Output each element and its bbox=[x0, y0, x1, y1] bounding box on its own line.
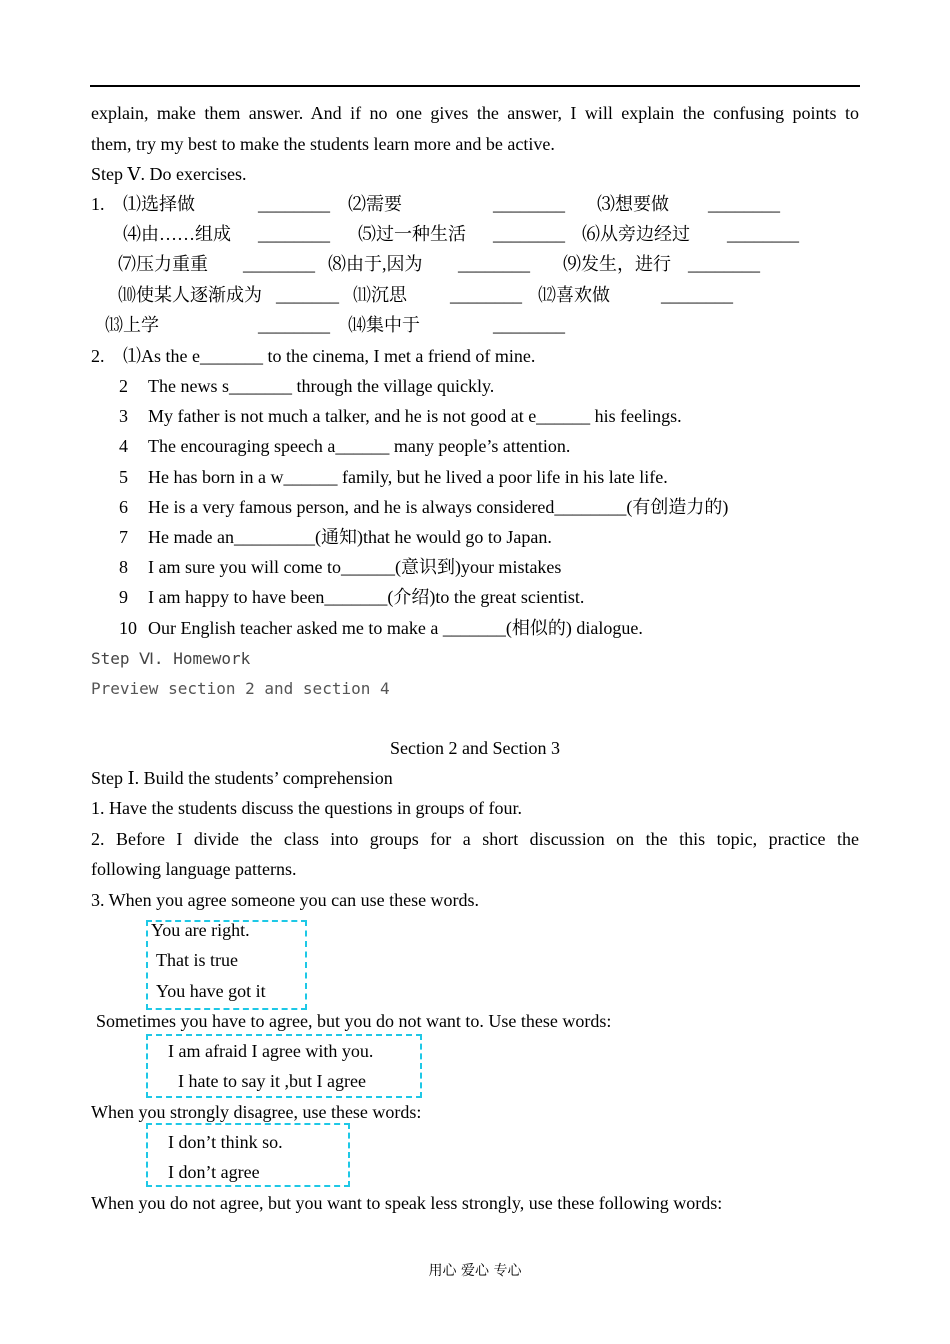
disagree-phrase-2: I don’t agree bbox=[168, 1162, 260, 1182]
ex2-item-number: 9 bbox=[119, 587, 128, 608]
header-rule bbox=[90, 85, 860, 87]
ex2-item-text: My father is not much a talker, and he is not good at e______ his feelings. bbox=[148, 406, 682, 427]
step1-heading: Step Ⅰ. Build the students’ comprehension bbox=[91, 768, 393, 788]
ex1-term: ⑵需要 bbox=[348, 194, 402, 214]
ex2-item-text: The encouraging speech a______ many people’s attention. bbox=[148, 436, 571, 457]
reluctant-phrase-2: I hate to say it ,but I agree bbox=[178, 1071, 366, 1091]
ex1-term: ⑴选择做 bbox=[123, 194, 195, 214]
ex1-blank: _______ bbox=[276, 285, 339, 305]
section-p3: 3. When you agree someone you can use these words. bbox=[91, 890, 480, 910]
ex1-blank: ________ bbox=[458, 254, 530, 274]
ex2-item-text: He is a very famous person, and he is always considered________(有创造力的) bbox=[148, 496, 729, 517]
ex1-blank: ________ bbox=[688, 254, 760, 274]
ex1-term: ⑷由……组成 bbox=[123, 224, 231, 244]
ex1-blank: ________ bbox=[258, 224, 330, 244]
section-p2-line2: following language patterns. bbox=[91, 859, 297, 879]
intro-line-2: them, try my best to make the students learn more and be active. bbox=[91, 134, 555, 154]
agree-phrase-3: You have got it bbox=[156, 981, 266, 1001]
ex2-item-number: 10 bbox=[119, 617, 137, 638]
ex2-item-text: The news s_______ through the village quickly. bbox=[148, 376, 495, 396]
ex2-label: 2. bbox=[91, 346, 105, 366]
ex1-blank: ________ bbox=[450, 285, 522, 305]
ex2-item-text: He made an_________(通知)that he would go to Japan. bbox=[148, 527, 552, 547]
ex2-item-number: 6 bbox=[119, 496, 128, 517]
step5-heading: Step Ⅴ. Do exercises. bbox=[91, 164, 247, 184]
ex1-term: ⑶想要做 bbox=[597, 194, 669, 214]
ex1-blank: ________ bbox=[708, 194, 780, 214]
ex1-blank: ________ bbox=[493, 224, 565, 244]
page-footer: 用心 爱心 专心 bbox=[428, 1263, 522, 1279]
ex2-item-number: 8 bbox=[119, 557, 128, 578]
ex1-blank: ________ bbox=[258, 194, 330, 214]
ex2-item-text: Our English teacher asked me to make a _______(相似的) dialogue. bbox=[148, 617, 643, 638]
ex1-term: ⒁集中于 bbox=[348, 315, 420, 335]
ex1-term: ⑺压力重重 bbox=[118, 254, 208, 274]
agree-phrase-1: You are right. bbox=[151, 920, 250, 940]
section-p2-line1: 2. Before I divide the class into groups for a short discussion on the this topic, practice the bbox=[91, 829, 859, 849]
agree-phrase-2: That is true bbox=[156, 950, 238, 970]
ex2-item-number: 4 bbox=[119, 436, 128, 457]
ex2-item-text: I am sure you will come to______(意识到)your mistakes bbox=[148, 557, 562, 578]
reluctant-phrase-1: I am afraid I agree with you. bbox=[168, 1041, 374, 1061]
ex2-item-number: 3 bbox=[119, 406, 128, 427]
ex2-item-number: 2 bbox=[119, 376, 128, 396]
ex2-item-number: 5 bbox=[119, 466, 128, 487]
intro-line-1: explain, make them answer. And if no one gives the answer, I will explain the confusing points to bbox=[91, 103, 859, 123]
ex1-blank: ________ bbox=[493, 194, 565, 214]
ex1-term: ⑿喜欢做 bbox=[538, 285, 610, 305]
section-title: Section 2 and Section 3 bbox=[390, 738, 560, 758]
disagree-phrase-1: I don’t think so. bbox=[168, 1132, 283, 1152]
ex1-term: ⑹从旁边经过 bbox=[582, 224, 690, 244]
ex1-blank: ________ bbox=[661, 285, 733, 305]
soft-disagree-intro: When you do not agree, but you want to speak less strongly, use these following words: bbox=[91, 1193, 723, 1213]
disagree-intro: When you strongly disagree, use these words: bbox=[91, 1102, 422, 1122]
homework-preview: Preview section 2 and section 4 bbox=[91, 679, 390, 698]
ex1-blank: ________ bbox=[727, 224, 799, 244]
ex2-item-number: 7 bbox=[119, 527, 128, 547]
section-p1: 1. Have the students discuss the questions in groups of four. bbox=[91, 798, 522, 818]
ex1-term: ⒀上学 bbox=[105, 315, 159, 335]
ex2-item-text: He has born in a w______ family, but he lived a poor life in his late life. bbox=[148, 466, 668, 487]
ex1-term: ⑸过一种生活 bbox=[358, 224, 466, 244]
ex1-blank: ________ bbox=[258, 315, 330, 335]
ex1-term: ⑼发生，进行 bbox=[563, 254, 671, 274]
ex1-term: ⑾沉思 bbox=[353, 285, 407, 305]
ex1-blank: ________ bbox=[243, 254, 315, 274]
ex1-term: ⑻由于,因为 bbox=[328, 254, 423, 274]
ex1-label: 1. bbox=[91, 194, 105, 214]
ex2-item-1: ⑴As the e_______ to the cinema, I met a friend of mine. bbox=[123, 346, 536, 366]
ex1-blank: ________ bbox=[493, 315, 565, 335]
ex1-term: ⑽使某人逐渐成为 bbox=[118, 285, 262, 305]
reluctant-intro: Sometimes you have to agree, but you do not want to. Use these words: bbox=[96, 1011, 612, 1031]
ex2-item-text: I am happy to have been_______(介绍)to the great scientist. bbox=[148, 587, 585, 608]
step6-heading: Step Ⅵ. Homework bbox=[91, 649, 251, 668]
